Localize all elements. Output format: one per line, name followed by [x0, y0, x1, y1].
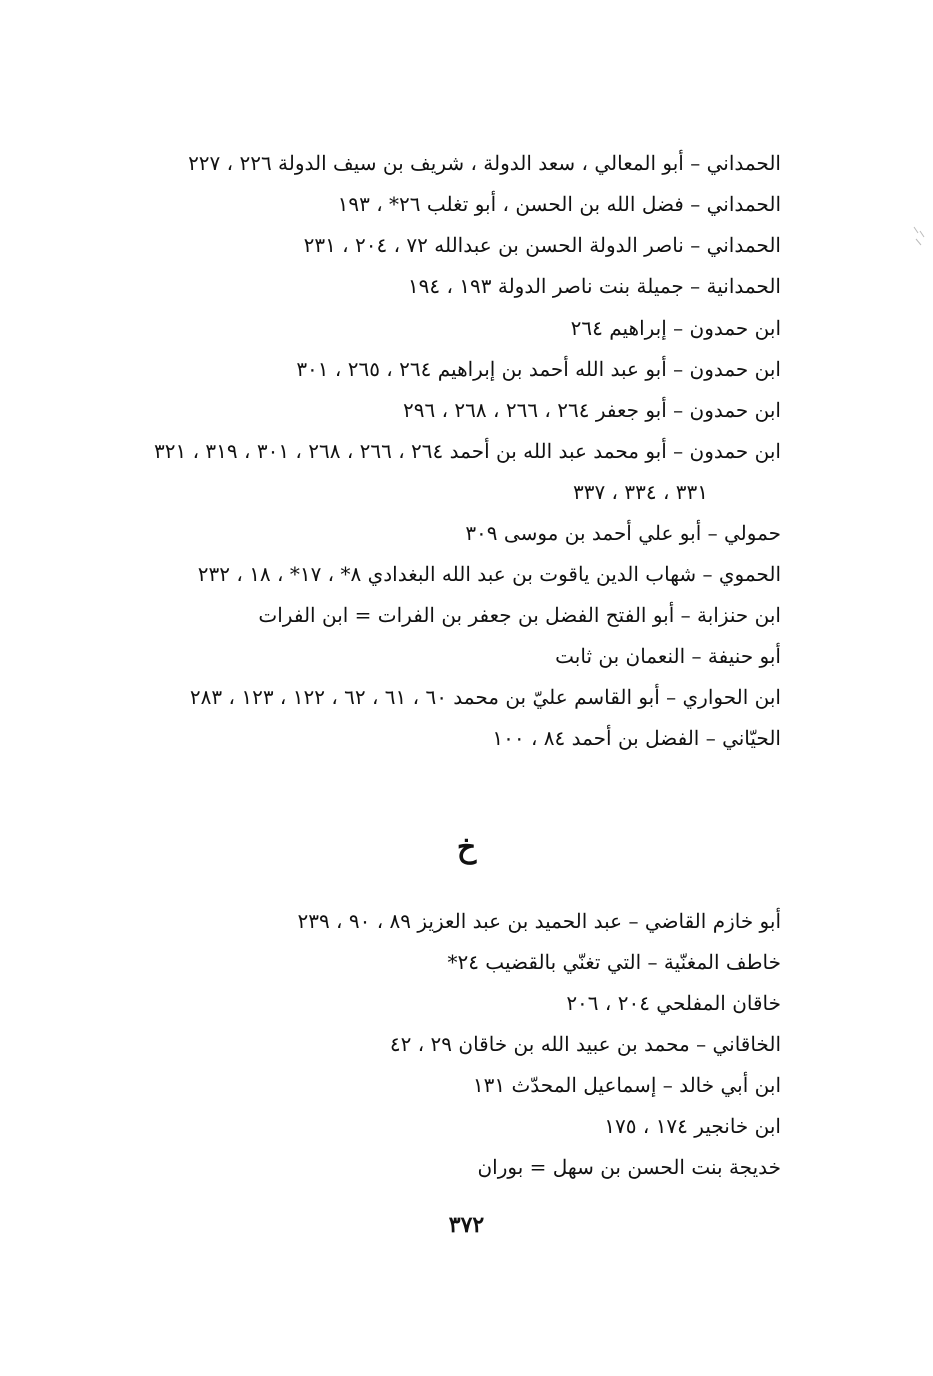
index-entry: أبو حنيفة – النعمان بن ثابت: [555, 644, 781, 668]
index-entry: ابن أبي خالد – إسماعيل المحدّث ١٣١: [472, 1073, 781, 1097]
index-entry: الحمداني – ناصر الدولة الحسن بن عبدالله ٧٢ ، ٢٠٤ ، ٢٣١: [303, 233, 781, 257]
index-entry: خاطف المغنّية – التي تغنّي بالقضيب ٢٤*: [447, 950, 781, 974]
index-entry: ابن خانجير ١٧٤ ، ١٧٥: [604, 1114, 781, 1138]
page-number: ٣٧٢: [448, 1212, 485, 1238]
index-entry: خديجة بنت الحسن بن سهل = بوران: [477, 1155, 781, 1179]
index-entry-continuation: ٣٣١ ، ٣٣٤ ، ٣٣٧: [572, 480, 708, 504]
index-entry: ابن حنزابة – أبو الفتح الفضل بن جعفر بن الفرات = ابن الفرات: [258, 603, 781, 627]
index-entry: ابن حمدون – أبو عبد الله أحمد بن إبراهيم ٢٦٤ ، ٢٦٥ ، ٣٠١: [296, 357, 781, 381]
index-entry: حمولي – أبو علي أحمد بن موسى ٣٠٩: [465, 521, 781, 545]
index-entry: الحمداني – فضل الله بن الحسن ، أبو تغلب ٢٦* ، ١٩٣: [337, 192, 781, 216]
index-entry: أبو خازم القاضي – عبد الحميد بن عبد العزيز ٨٩ ، ٩٠ ، ٢٣٩: [297, 909, 781, 933]
index-entry: ابن الحواري – أبو القاسم عليّ بن محمد ٦٠ ، ٦١ ، ٦٢ ، ١٢٢ ، ١٢٣ ، ٢٨٣: [189, 685, 781, 709]
section-heading: خ: [456, 830, 477, 865]
index-entry: ابن حمدون – إبراهيم ٢٦٤: [570, 316, 781, 340]
index-entry: ابن حمدون – أبو محمد عبد الله بن أحمد ٢٦٤ ، ٢٦٦ ، ٢٦٨ ، ٣٠١ ، ٣١٩ ، ٣٢١: [154, 439, 781, 463]
index-entry: ابن حمدون – أبو جعفر ٢٦٤ ، ٢٦٦ ، ٢٦٨ ، ٢٩٦: [403, 398, 781, 422]
index-entry: الحموي – شهاب الدين ياقوت بن عبد الله البغدادي ٨* ، ١٧* ، ١٨ ، ٢٣٢: [197, 562, 781, 586]
index-entry: الحيّاني – الفضل بن أحمد ٨٤ ، ١٠٠: [492, 726, 781, 750]
index-entry: خاقان المفلحي ٢٠٤ ، ٢٠٦: [566, 991, 781, 1015]
scan-speck: [911, 225, 929, 247]
index-entry: الحمدانية – جميلة بنت ناصر الدولة ١٩٣ ، ١٩٤: [407, 274, 781, 298]
index-entry: الخاقاني – محمد بن عبيد الله بن خاقان ٢٩ ، ٤٢: [389, 1032, 781, 1056]
index-entry: الحمداني – أبو المعالي ، سعد الدولة ، شريف بن سيف الدولة ٢٢٦ ، ٢٢٧: [188, 151, 781, 175]
